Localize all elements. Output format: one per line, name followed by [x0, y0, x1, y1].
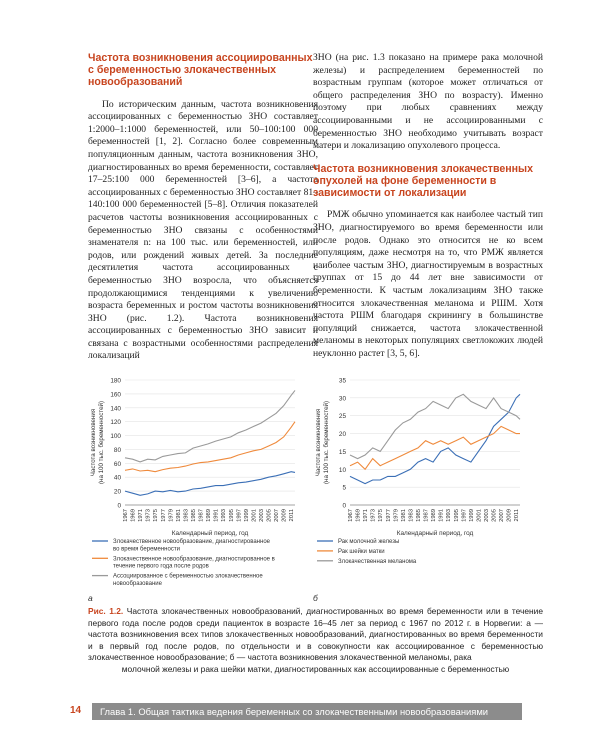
x-axis-label: Календарный период, год	[396, 530, 474, 537]
panel-label: б	[313, 593, 318, 603]
x-tick-label: 1989	[206, 509, 213, 522]
x-tick-label: 1983	[183, 509, 190, 522]
page-number: 14	[70, 705, 82, 716]
x-tick-label: 2005	[266, 509, 273, 522]
figure-label: Рис. 1.2.	[88, 606, 124, 616]
section-heading-localization: Частота возникновения злокачественных опухолей на фоне беременности в зависимости от локализации	[313, 162, 533, 200]
x-tick-label: 1973	[370, 509, 377, 522]
x-tick-label: 1979	[168, 509, 175, 522]
x-tick-label: 1975	[153, 509, 160, 522]
legend-entry: Ассоциированное с беременностью злокачественное	[113, 573, 263, 580]
x-tick-label: 1985	[416, 509, 422, 522]
y-tick-label: 140	[110, 405, 121, 413]
x-tick-label: 1973	[145, 509, 152, 522]
caption-last-line: молочной железы и рака шейки матки, диагностированных как ассоциированные с беременностью	[121, 663, 510, 674]
x-tick-label: 2001	[251, 509, 258, 522]
section-heading-frequency: Частота возникновения ассоциированных с беременностью злокачественных новообразований	[88, 52, 313, 89]
series-line-1	[125, 472, 295, 496]
y-axis-label: Частота возникновения(на 100 тыс. беременностей)	[90, 400, 105, 485]
x-tick-label: 1971	[138, 509, 145, 522]
x-tick-label: 1981	[175, 509, 182, 522]
x-tick-label: 1991	[438, 509, 445, 522]
y-tick-label: 30	[338, 395, 346, 403]
x-tick-label: 1985	[191, 509, 197, 522]
y-axis-label: Частота возникновения(на 100 тыс. беременностей)	[315, 400, 330, 485]
figure-caption	[88, 606, 543, 675]
chart-panel-b	[305, 372, 530, 607]
x-tick-label: 1979	[393, 509, 400, 522]
panel-label: а	[88, 593, 93, 603]
y-tick-label: 15	[338, 448, 346, 456]
x-axis-label: Календарный период, год	[171, 530, 249, 537]
x-tick-label: 2009	[281, 509, 288, 522]
y-tick-label: 160	[110, 391, 121, 399]
x-tick-label: 2009	[506, 509, 513, 522]
x-tick-label: 2003	[484, 509, 490, 522]
x-tick-label: 1975	[378, 509, 385, 522]
body-paragraph-continued: ЗНО (на рис. 1.3 показано на примере рака молочной железы) и распределением беременностей по возрастным группам (которое может отличаться от общего распределения ЗНО по возрасту). Именно поэтому при любых сравнениях между ассоциированными и не ассоциированными с беременностью ЗНО необходимо учитывать возраст матери и локализацию опухолевого процесса.	[313, 52, 543, 152]
x-tick-label: 2005	[491, 509, 498, 522]
y-tick-label: 120	[110, 419, 121, 427]
y-tick-label: 40	[113, 474, 121, 482]
x-tick-label: 1989	[431, 509, 438, 522]
x-tick-label: 1995	[453, 509, 460, 522]
x-tick-label: 1993	[446, 509, 453, 522]
series-line-3	[350, 394, 520, 458]
x-tick-label: 1999	[243, 509, 250, 522]
x-tick-label: 1997	[236, 509, 243, 522]
x-tick-label: 2007	[274, 509, 281, 522]
x-tick-label: 1995	[228, 509, 235, 522]
y-tick-label: 80	[113, 446, 121, 454]
y-tick-label: 10	[338, 466, 346, 474]
y-tick-label: 35	[338, 377, 346, 385]
x-tick-label: 1997	[461, 509, 468, 522]
legend-entry: Злокачественное новообразование, диагностированное	[113, 539, 270, 545]
y-tick-label: 20	[113, 488, 121, 496]
x-tick-label: 1971	[363, 509, 370, 522]
series-line-2	[350, 426, 520, 469]
x-tick-label: 1977	[160, 509, 167, 522]
y-tick-label: 25	[338, 413, 346, 421]
x-tick-label: 1993	[221, 509, 228, 522]
x-tick-label: 1981	[400, 509, 407, 522]
body-paragraph: РМЖ обычно упоминается как наиболее частый тип ЗНО, диагностируемого во время беременности или после родов. Однако это относится не ко всем популяциям, даже несмотря на то, что РМЖ является наиболее частым ЗНО, диагностируемым в возрастных группах от 15 до 44 лет вне зависимости от беременности. К частым локализациям ЗНО также относится злокачественная меланома и РШМ. Хотя частота РШМ благодаря скринингу в большинстве популяций снижается, частота злокачественной меланомы в некоторых популяциях светлокожих людей неуклонно растет [3, 5, 6].	[313, 209, 543, 359]
y-tick-label: 0	[117, 502, 121, 510]
left-text-column	[88, 52, 318, 363]
x-tick-label: 1987	[198, 509, 205, 522]
y-tick-label: 5	[342, 484, 346, 492]
x-tick-label: 2001	[476, 509, 483, 522]
series-line-1	[350, 394, 520, 483]
x-tick-label: 2011	[289, 509, 296, 522]
chapter-title: Глава 1. Общая тактика ведения беременных со злокачественными новообразованиями	[100, 706, 489, 717]
x-tick-label: 2011	[514, 509, 521, 522]
legend-entry: Злокачественная меланома	[338, 558, 417, 565]
legend-entry: во время беременности	[113, 546, 180, 553]
series-line-2	[125, 422, 295, 472]
body-paragraph: По историческим данным, частота возникновения ассоциированных с беременностью ЗНО составляет 1:2000–1:1000 беременностей, или 50–100:100 000 беременностей [1, 2]. Согласно более современным популяционным данным, частота возникновения ЗНО, диагностированных во время беременности, составляет 17–25:100 000 беременностей [3–6], а частота ассоциированных с беременностью ЗНО составляет 81–140:100 000 беременностей [5–8]. Отличия показателей расчетов частоты возникновения ассоциированных с беременностью ЗНО связаны с особенностями знаменателя n: на 100 тыс. или беременностей, или родов, или рождений живых детей. За последние десятилетия частота ассоциированных с беременностью ЗНО возросла, что объясняется продолжающимися тенденциями к увеличению возраста беременных и ростом частоты возникновения ЗНО (рис. 1.2). Частота возникновения ассоциированных с беременностью ЗНО зависит и связана с возрастными особенностями распределения локализаций	[88, 98, 318, 362]
legend-entry: течение первого года после родов	[113, 563, 209, 570]
line-chart-b	[305, 372, 530, 607]
x-tick-label: 1987	[423, 509, 430, 522]
legend-entry: новообразование	[113, 581, 162, 587]
legend-entry: Рак молочной железы	[338, 539, 400, 545]
x-tick-label: 1967	[348, 509, 354, 522]
x-tick-label: 1983	[408, 509, 415, 522]
y-tick-label: 180	[110, 377, 121, 385]
line-chart-a	[80, 372, 305, 607]
x-tick-label: 1999	[468, 509, 475, 522]
x-tick-label: 2007	[499, 509, 506, 522]
y-tick-label: 60	[113, 460, 121, 468]
chart-panel-a	[80, 372, 305, 607]
y-tick-label: 100	[110, 433, 121, 441]
legend-entry: Злокачественное новообразование, диагностированное в	[113, 556, 275, 563]
x-tick-label: 1977	[385, 509, 392, 522]
x-tick-label: 1969	[355, 509, 362, 522]
legend-entry: Рак шейки матки	[338, 548, 385, 555]
series-line-3	[125, 390, 295, 462]
x-tick-label: 1991	[213, 509, 220, 522]
x-tick-label: 1969	[130, 509, 137, 522]
x-tick-label: 2003	[259, 509, 265, 522]
y-tick-label: 0	[342, 502, 346, 510]
y-tick-label: 20	[338, 431, 346, 439]
x-tick-label: 1967	[123, 509, 129, 522]
right-text-column	[313, 52, 543, 360]
caption-text: Частота злокачественных новообразований, диагностированных во время беременности или в течение первого года после родов среди пациенток в возрасте 16–45 лет за период с 1967 по 2012 г. в Норвегии: а — частота возникновения всех типов злокачественных новообразований, диагностированных во время беременности и в первый год после родов, по отдельности и в совокупности как ассоциированное с беременностью злокачественное новообразование; б — частота возникновения злокачественной меланомы, рака	[88, 606, 544, 662]
page-footer	[0, 703, 555, 720]
